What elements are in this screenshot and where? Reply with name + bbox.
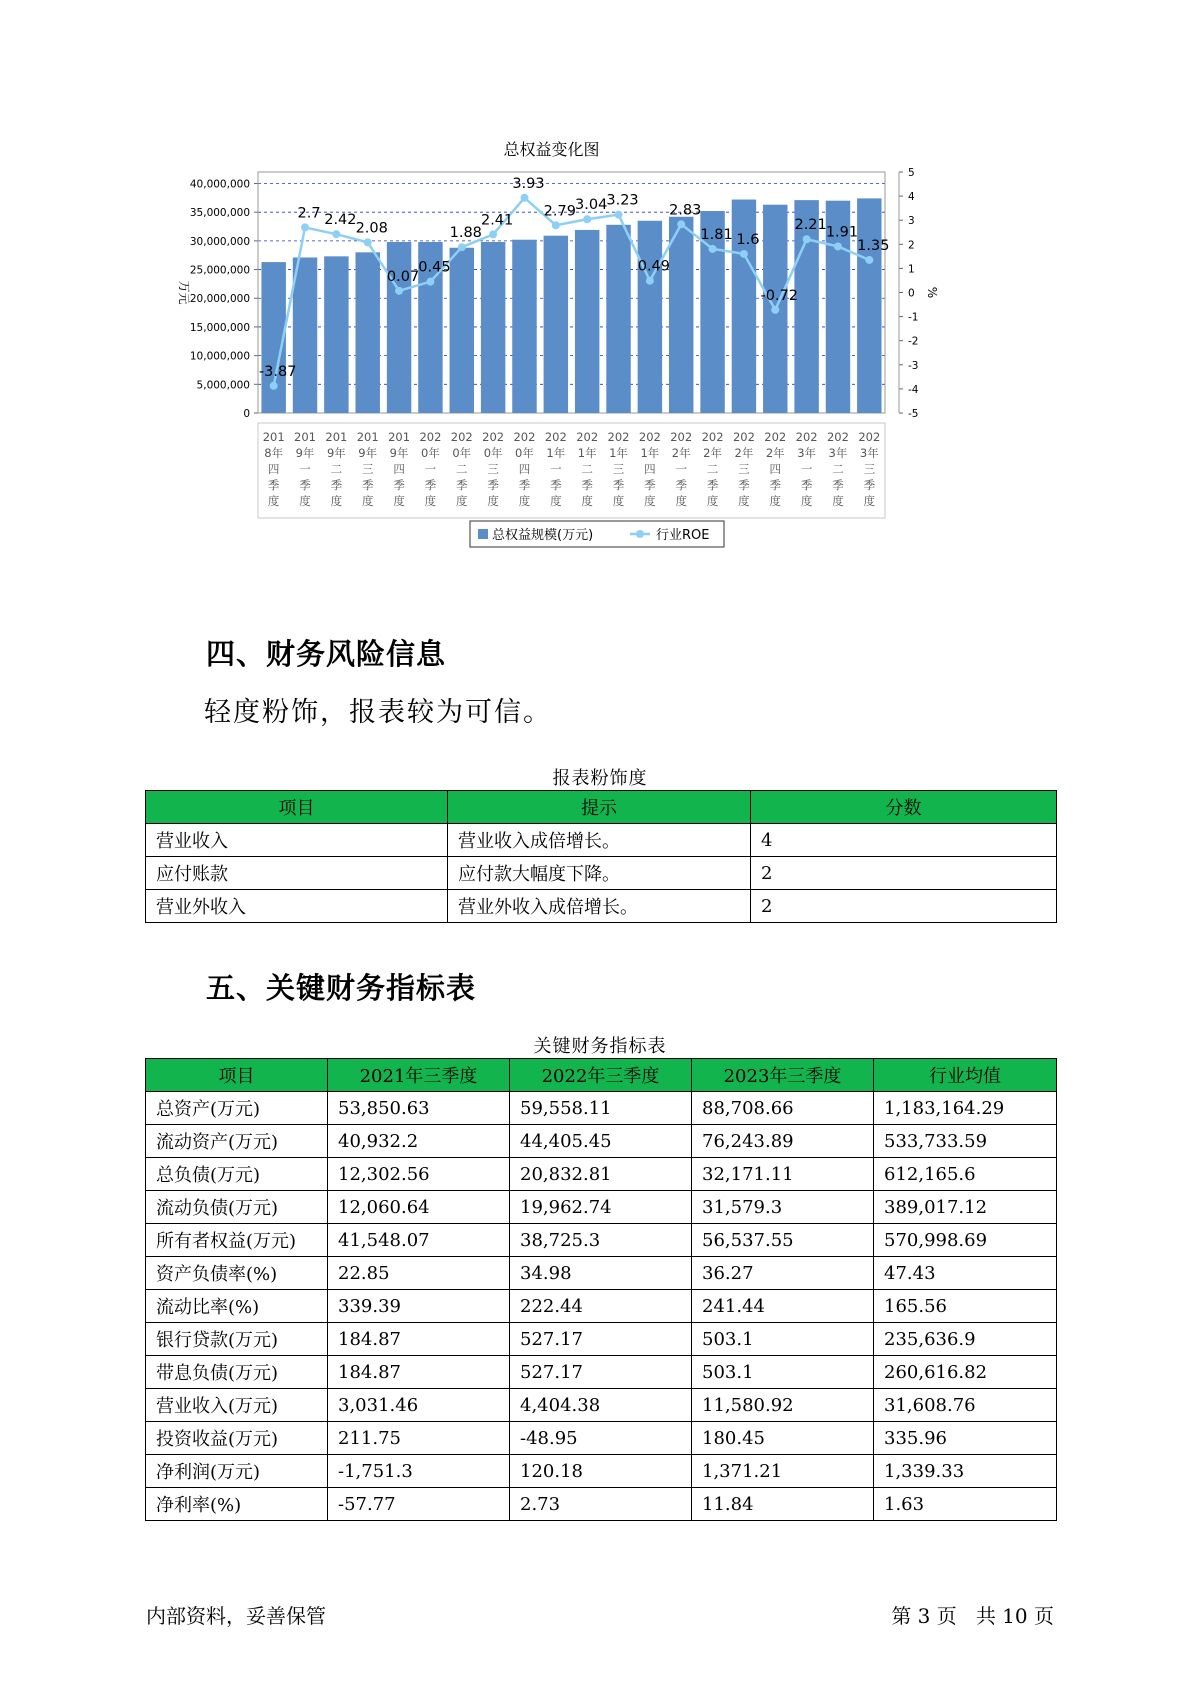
bar (638, 221, 662, 413)
roe-data-label: 2.41 (480, 212, 514, 229)
value-cell: 41,548.07 (328, 1224, 510, 1257)
legend-swatch-bar (478, 529, 488, 539)
chart-title: 总权益变化图 (503, 140, 600, 159)
table-row (146, 1125, 1057, 1158)
value-cell: 335.96 (874, 1422, 1057, 1455)
roe-data-label: 1.81 (700, 226, 733, 243)
value-cell: 12,060.64 (328, 1191, 510, 1224)
roe-data-label: 2.21 (794, 217, 827, 234)
roe-point (740, 250, 748, 258)
y-tick-label: 15,000,000 (189, 321, 250, 334)
roe-point (677, 220, 685, 228)
value-cell: 165.56 (874, 1290, 1057, 1323)
value-cell: 2 (751, 857, 1057, 890)
roe-point (552, 221, 560, 229)
value-cell: 180.45 (692, 1422, 874, 1455)
row-label-cell: 营业收入(万元) (146, 1389, 328, 1422)
value-cell: 1.63 (874, 1488, 1057, 1521)
value-cell: 222.44 (510, 1290, 692, 1323)
x-tick-label: 202 2年一季度 (670, 430, 693, 508)
column-header: 分数 (751, 791, 1057, 824)
value-cell: 76,243.89 (692, 1125, 874, 1158)
value-cell: 184.87 (328, 1356, 510, 1389)
y2-tick-label: -1 (908, 311, 919, 324)
roe-point (301, 223, 309, 231)
legend-swatch-dot (636, 530, 644, 538)
value-cell: 19,962.74 (510, 1191, 692, 1224)
value-cell: 503.1 (692, 1323, 874, 1356)
x-tick-label: 202 2年二季度 (701, 430, 724, 508)
value-cell: 22.85 (328, 1257, 510, 1290)
y2-tick-label: 3 (908, 215, 915, 228)
y2-axis-label: % (925, 286, 939, 299)
roe-data-label: -0.72 (760, 287, 799, 304)
value-cell: 53,850.63 (328, 1092, 510, 1125)
chart-svg (150, 135, 1050, 595)
x-tick-label: 202 3年三季度 (858, 430, 881, 508)
value-cell: 12,302.56 (328, 1158, 510, 1191)
value-cell: 20,832.81 (510, 1158, 692, 1191)
roe-point (458, 243, 466, 251)
bar (387, 242, 411, 413)
value-cell: 570,998.69 (874, 1224, 1057, 1257)
x-tick-label: 202 1年二季度 (576, 430, 599, 508)
value-cell: 11,580.92 (692, 1389, 874, 1422)
roe-point (270, 382, 278, 390)
value-cell: 88,708.66 (692, 1092, 874, 1125)
bar (324, 256, 348, 413)
bar (544, 236, 568, 413)
x-tick-label: 202 2年四季度 (764, 430, 787, 508)
roe-point (489, 230, 497, 238)
roe-point (583, 215, 591, 223)
y2-tick-label: 5 (908, 167, 915, 179)
row-label-cell: 总资产(万元) (146, 1092, 328, 1125)
column-header: 行业均值 (874, 1059, 1057, 1092)
value-cell: 527.17 (510, 1323, 692, 1356)
value-cell: 营业收入成倍增长。 (448, 824, 751, 857)
x-tick-label: 202 0年一季度 (419, 430, 442, 508)
roe-point (709, 245, 717, 253)
legend-label-roe: 行业ROE (656, 528, 710, 543)
row-label-cell: 投资收益(万元) (146, 1422, 328, 1455)
bar (293, 257, 317, 413)
column-header: 2023年三季度 (692, 1059, 874, 1092)
roe-point (395, 287, 403, 295)
risk-summary-text: 轻度粉饰，报表较为可信。 (204, 697, 552, 728)
y-axis-label: 万元 (177, 280, 191, 305)
x-tick-label: 202 0年三季度 (482, 430, 505, 508)
table-row (146, 1092, 1057, 1125)
y-tick-label: 10,000,000 (189, 350, 250, 363)
y2-tick-label: 4 (908, 191, 915, 204)
value-cell: 40,932.2 (328, 1125, 510, 1158)
row-label-cell: 流动负债(万元) (146, 1191, 328, 1224)
table-row (146, 890, 1057, 923)
row-label-cell: 流动资产(万元) (146, 1125, 328, 1158)
value-cell: 59,558.11 (510, 1092, 692, 1125)
row-label-cell: 净利润(万元) (146, 1455, 328, 1488)
column-header: 2021年三季度 (328, 1059, 510, 1092)
whitewash-table (145, 790, 1057, 923)
row-label-cell: 所有者权益(万元) (146, 1224, 328, 1257)
x-tick-label: 201 9年三季度 (356, 430, 379, 508)
row-label-cell: 应付账款 (146, 857, 448, 890)
value-cell: 1,183,164.29 (874, 1092, 1057, 1125)
value-cell: 4,404.38 (510, 1389, 692, 1422)
table-row (146, 1290, 1057, 1323)
roe-data-label: 1.6 (736, 231, 760, 248)
x-tick-label: 201 9年四季度 (388, 430, 411, 508)
x-tick-label: 202 1年四季度 (638, 430, 661, 508)
x-tick-label: 202 0年四季度 (513, 430, 536, 508)
value-cell: 3,031.46 (328, 1389, 510, 1422)
x-axis-box (258, 423, 885, 518)
roe-point (865, 256, 873, 264)
roe-point (646, 277, 654, 285)
table-row (146, 1257, 1057, 1290)
bar (450, 248, 474, 413)
y2-tick-label: 1 (908, 263, 915, 276)
value-cell: -48.95 (510, 1422, 692, 1455)
value-cell: 32,171.11 (692, 1158, 874, 1191)
bar (355, 252, 379, 413)
roe-point (364, 238, 372, 246)
bar (481, 242, 505, 413)
row-label-cell: 流动比率(%) (146, 1290, 328, 1323)
roe-data-label: 1.88 (449, 225, 482, 242)
value-cell: 612,165.6 (874, 1158, 1057, 1191)
value-cell: 1,339.33 (874, 1455, 1057, 1488)
roe-data-label: 2.42 (324, 212, 357, 229)
value-cell: 应付款大幅度下降。 (448, 857, 751, 890)
roe-point (834, 242, 842, 250)
value-cell: 1,371.21 (692, 1455, 874, 1488)
value-cell: 527.17 (510, 1356, 692, 1389)
value-cell: 389,017.12 (874, 1191, 1057, 1224)
equity-change-chart (150, 135, 1050, 595)
y-tick-label: 40,000,000 (189, 178, 250, 191)
row-label-cell: 总负债(万元) (146, 1158, 328, 1191)
row-label-cell: 营业外收入 (146, 890, 448, 923)
roe-point (771, 306, 779, 314)
value-cell: 260,616.82 (874, 1356, 1057, 1389)
indicator-table-caption: 关键财务指标表 (533, 1036, 667, 1057)
value-cell: 2 (751, 890, 1057, 923)
roe-data-label: -3.87 (258, 363, 297, 380)
legend-label-equity: 总权益规模(万元) (492, 528, 594, 543)
roe-data-label: 3.23 (606, 192, 639, 209)
key-indicator-table (145, 1058, 1057, 1521)
value-cell: 营业外收入成倍增长。 (448, 890, 751, 923)
table-row (146, 1455, 1057, 1488)
table-row (146, 857, 1057, 890)
value-cell: 34.98 (510, 1257, 692, 1290)
value-cell: 38,725.3 (510, 1224, 692, 1257)
table-row (146, 1356, 1057, 1389)
roe-point (426, 278, 434, 286)
row-label-cell: 资产负债率(%) (146, 1257, 328, 1290)
bar (575, 230, 599, 413)
column-header: 项目 (146, 1059, 328, 1092)
column-header: 2022年三季度 (510, 1059, 692, 1092)
table-row (146, 1488, 1057, 1521)
row-label-cell: 营业收入 (146, 824, 448, 857)
value-cell: 11.84 (692, 1488, 874, 1521)
table-row (146, 824, 1057, 857)
footer-page-number: 第 3 页 共 10 页 (891, 1604, 1054, 1628)
table-row (146, 1422, 1057, 1455)
bar (606, 225, 630, 413)
roe-point (803, 235, 811, 243)
y2-tick-label: -4 (908, 383, 919, 396)
roe-point (520, 194, 528, 202)
roe-data-label: 1.35 (857, 237, 890, 254)
y-tick-label: 30,000,000 (189, 235, 250, 248)
y-tick-label: 20,000,000 (189, 293, 250, 306)
x-tick-label: 201 9年二季度 (325, 430, 348, 508)
roe-data-label: 2.83 (669, 202, 702, 219)
bar (512, 240, 536, 413)
section-heading-key-indicators: 五、关键财务指标表 (206, 971, 477, 1005)
y2-tick-label: 2 (908, 239, 915, 252)
value-cell: 241.44 (692, 1290, 874, 1323)
x-tick-label: 202 1年一季度 (544, 430, 567, 508)
value-cell: 36.27 (692, 1257, 874, 1290)
y2-tick-label: 0 (908, 287, 915, 300)
roe-data-label: 3.04 (575, 197, 608, 214)
value-cell: -57.77 (328, 1488, 510, 1521)
y2-tick-label: -3 (908, 359, 919, 372)
row-label-cell: 净利率(%) (146, 1488, 328, 1521)
value-cell: 339.39 (328, 1290, 510, 1323)
y2-tick-label: -2 (908, 335, 919, 348)
value-cell: 235,636.9 (874, 1323, 1057, 1356)
column-header: 项目 (146, 791, 448, 824)
x-tick-label: 202 0年二季度 (450, 430, 473, 508)
y-tick-label: 35,000,000 (189, 207, 250, 220)
roe-data-label: 3.93 (512, 175, 545, 192)
roe-data-label: 0.07 (386, 268, 420, 285)
row-label-cell: 银行贷款(万元) (146, 1323, 328, 1356)
table-row (146, 1224, 1057, 1257)
table-row (146, 1191, 1057, 1224)
table-row (146, 1389, 1057, 1422)
roe-data-label: 1.91 (825, 224, 859, 241)
whitewash-table-caption: 报表粉饰度 (552, 768, 648, 789)
value-cell: 533,733.59 (874, 1125, 1057, 1158)
x-tick-label: 202 3年二季度 (826, 430, 849, 508)
y2-tick-label: -5 (908, 408, 919, 420)
x-tick-label: 201 9年一季度 (294, 430, 317, 508)
y-tick-label: 5,000,000 (196, 379, 250, 392)
value-cell: 120.18 (510, 1455, 692, 1488)
value-cell: 184.87 (328, 1323, 510, 1356)
x-tick-label: 202 1年三季度 (607, 430, 630, 508)
table-header-row (146, 1059, 1057, 1092)
row-label-cell: 带息负债(万元) (146, 1356, 328, 1389)
roe-point (615, 211, 623, 219)
value-cell: 4 (751, 824, 1057, 857)
x-tick-label: 202 2年三季度 (732, 430, 755, 508)
roe-data-label: 2.08 (355, 220, 388, 237)
table-row (146, 1158, 1057, 1191)
section-heading-financial-risk: 四、财务风险信息 (206, 637, 447, 671)
value-cell: -1,751.3 (328, 1455, 510, 1488)
y-tick-label: 25,000,000 (189, 264, 250, 277)
bar (669, 217, 693, 413)
table-row (146, 1323, 1057, 1356)
value-cell: 31,608.76 (874, 1389, 1057, 1422)
footer-confidential-note: 内部资料，妥善保管 (146, 1604, 326, 1628)
roe-point (332, 230, 340, 238)
roe-data-label: 2.79 (543, 203, 576, 220)
value-cell: 47.43 (874, 1257, 1057, 1290)
value-cell: 44,405.45 (510, 1125, 692, 1158)
x-tick-label: 201 8年四季度 (262, 430, 285, 508)
value-cell: 211.75 (328, 1422, 510, 1455)
table-header-row (146, 791, 1057, 824)
column-header: 提示 (448, 791, 751, 824)
y-tick-label: 0 (243, 408, 250, 420)
roe-data-label: 2.7 (297, 205, 321, 222)
bar (857, 198, 881, 413)
roe-data-label: 0.49 (637, 258, 671, 275)
value-cell: 503.1 (692, 1356, 874, 1389)
roe-data-label: 0.45 (418, 259, 451, 276)
value-cell: 56,537.55 (692, 1224, 874, 1257)
x-tick-label: 202 3年一季度 (795, 430, 818, 508)
value-cell: 31,579.3 (692, 1191, 874, 1224)
value-cell: 2.73 (510, 1488, 692, 1521)
